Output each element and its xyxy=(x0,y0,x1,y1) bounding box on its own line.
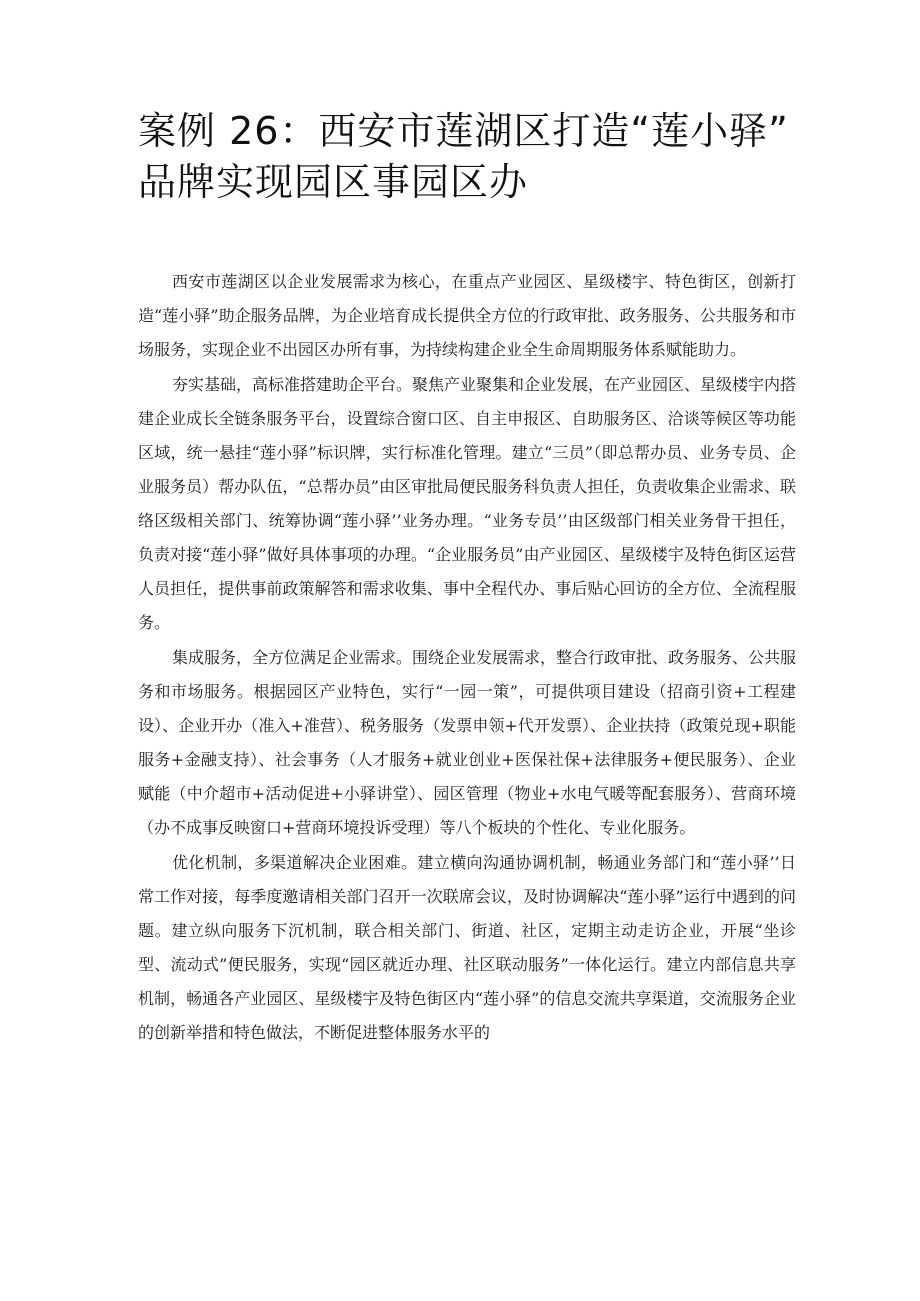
paragraph-mechanism: 优化机制，多渠道解决企业困难。建立横向沟通协调机制，畅通业务部门和“莲小驿’’日常工作对接，每季度邀请相关部门召开一次联席会议，及时协调解决“莲小驿”运行中遇到的问题。建立纵向服务下沉机制，联合相关部门、街道、社区，定期主动走访企业，开展“坐诊型、流动式”便民服务，实现“园区就近办理、社区联动服务”一体化运行。建立内部信息共享机制，畅通各产业园区、星级楼宇及特色街区内“莲小驿”的信息交流共享渠道，交流服务企业的创新举措和特色做法，不断促进整体服务水平的 xyxy=(138,853,796,1042)
paragraph-foundation: 夯实基础，高标准搭建助企平台。聚焦产业聚集和企业发展，在产业园区、星级楼宇内搭建企业成长全链条服务平台，设置综合窗口区、自主申报区、自助服务区、洽谈等候区等功能区域，统一悬挂“莲小驿”标识牌，实行标准化管理。建立“三员”（即总帮办员、业务专员、企业服务员）帮办队伍，“总帮办员”由区审批局便民服务科负责人担任，负责收集企业需求、联络区级相关部门、统筹协调“莲小驿’’业务办理。“业务专员’’由区级部门相关业务骨干担任，负责对接“莲小驿”做好具体事项的办理。“企业服务员”由产业园区、星级楼宇及特色街区运营人员担任，提供事前政策解答和需求收集、事中全程代办、事后贴心回访的全方位、全流程服务。 xyxy=(138,375,797,632)
paragraph-integrated-service: 集成服务，全方位满足企业需求。围绕企业发展需求，整合行政审批、政务服务、公共服务和市场服务。根据园区产业特色，实行“一园一策”，可提供项目建设（招商引资+工程建设）、企业开办（准入+准营）、税务服务（发票申领+代开发票）、企业扶持（政策兑现+职能服务+金融支持）、社会事务（人才服务+就业创业+医保社保+法律服务+便民服务）、企业赋能（中介超市+活动促进+小驿讲堂）、园区管理（物业+水电气暖等配套服务）、营商环境（办不成事反映窗口+营商环境投诉受理）等八个板块的个性化、专业化服务。 xyxy=(138,648,797,837)
document-body xyxy=(138,265,796,1051)
document-title-line-1: 案例 26：西安市莲湖区打造“莲小驿” xyxy=(138,109,789,153)
document-title xyxy=(138,106,818,208)
document-title-line-2: 品牌实现园区事园区办 xyxy=(138,160,529,204)
paragraph-intro: 西安市莲湖区以企业发展需求为核心，在重点产业园区、星级楼宇、特色街区，创新打造“莲小驿”助企服务品牌，为企业培育成长提供全方位的行政审批、政务服务、公共服务和市场服务，实现企业不出园区办所有事，为持续构建企业全生命周期服务体系赋能助力。 xyxy=(138,272,796,359)
